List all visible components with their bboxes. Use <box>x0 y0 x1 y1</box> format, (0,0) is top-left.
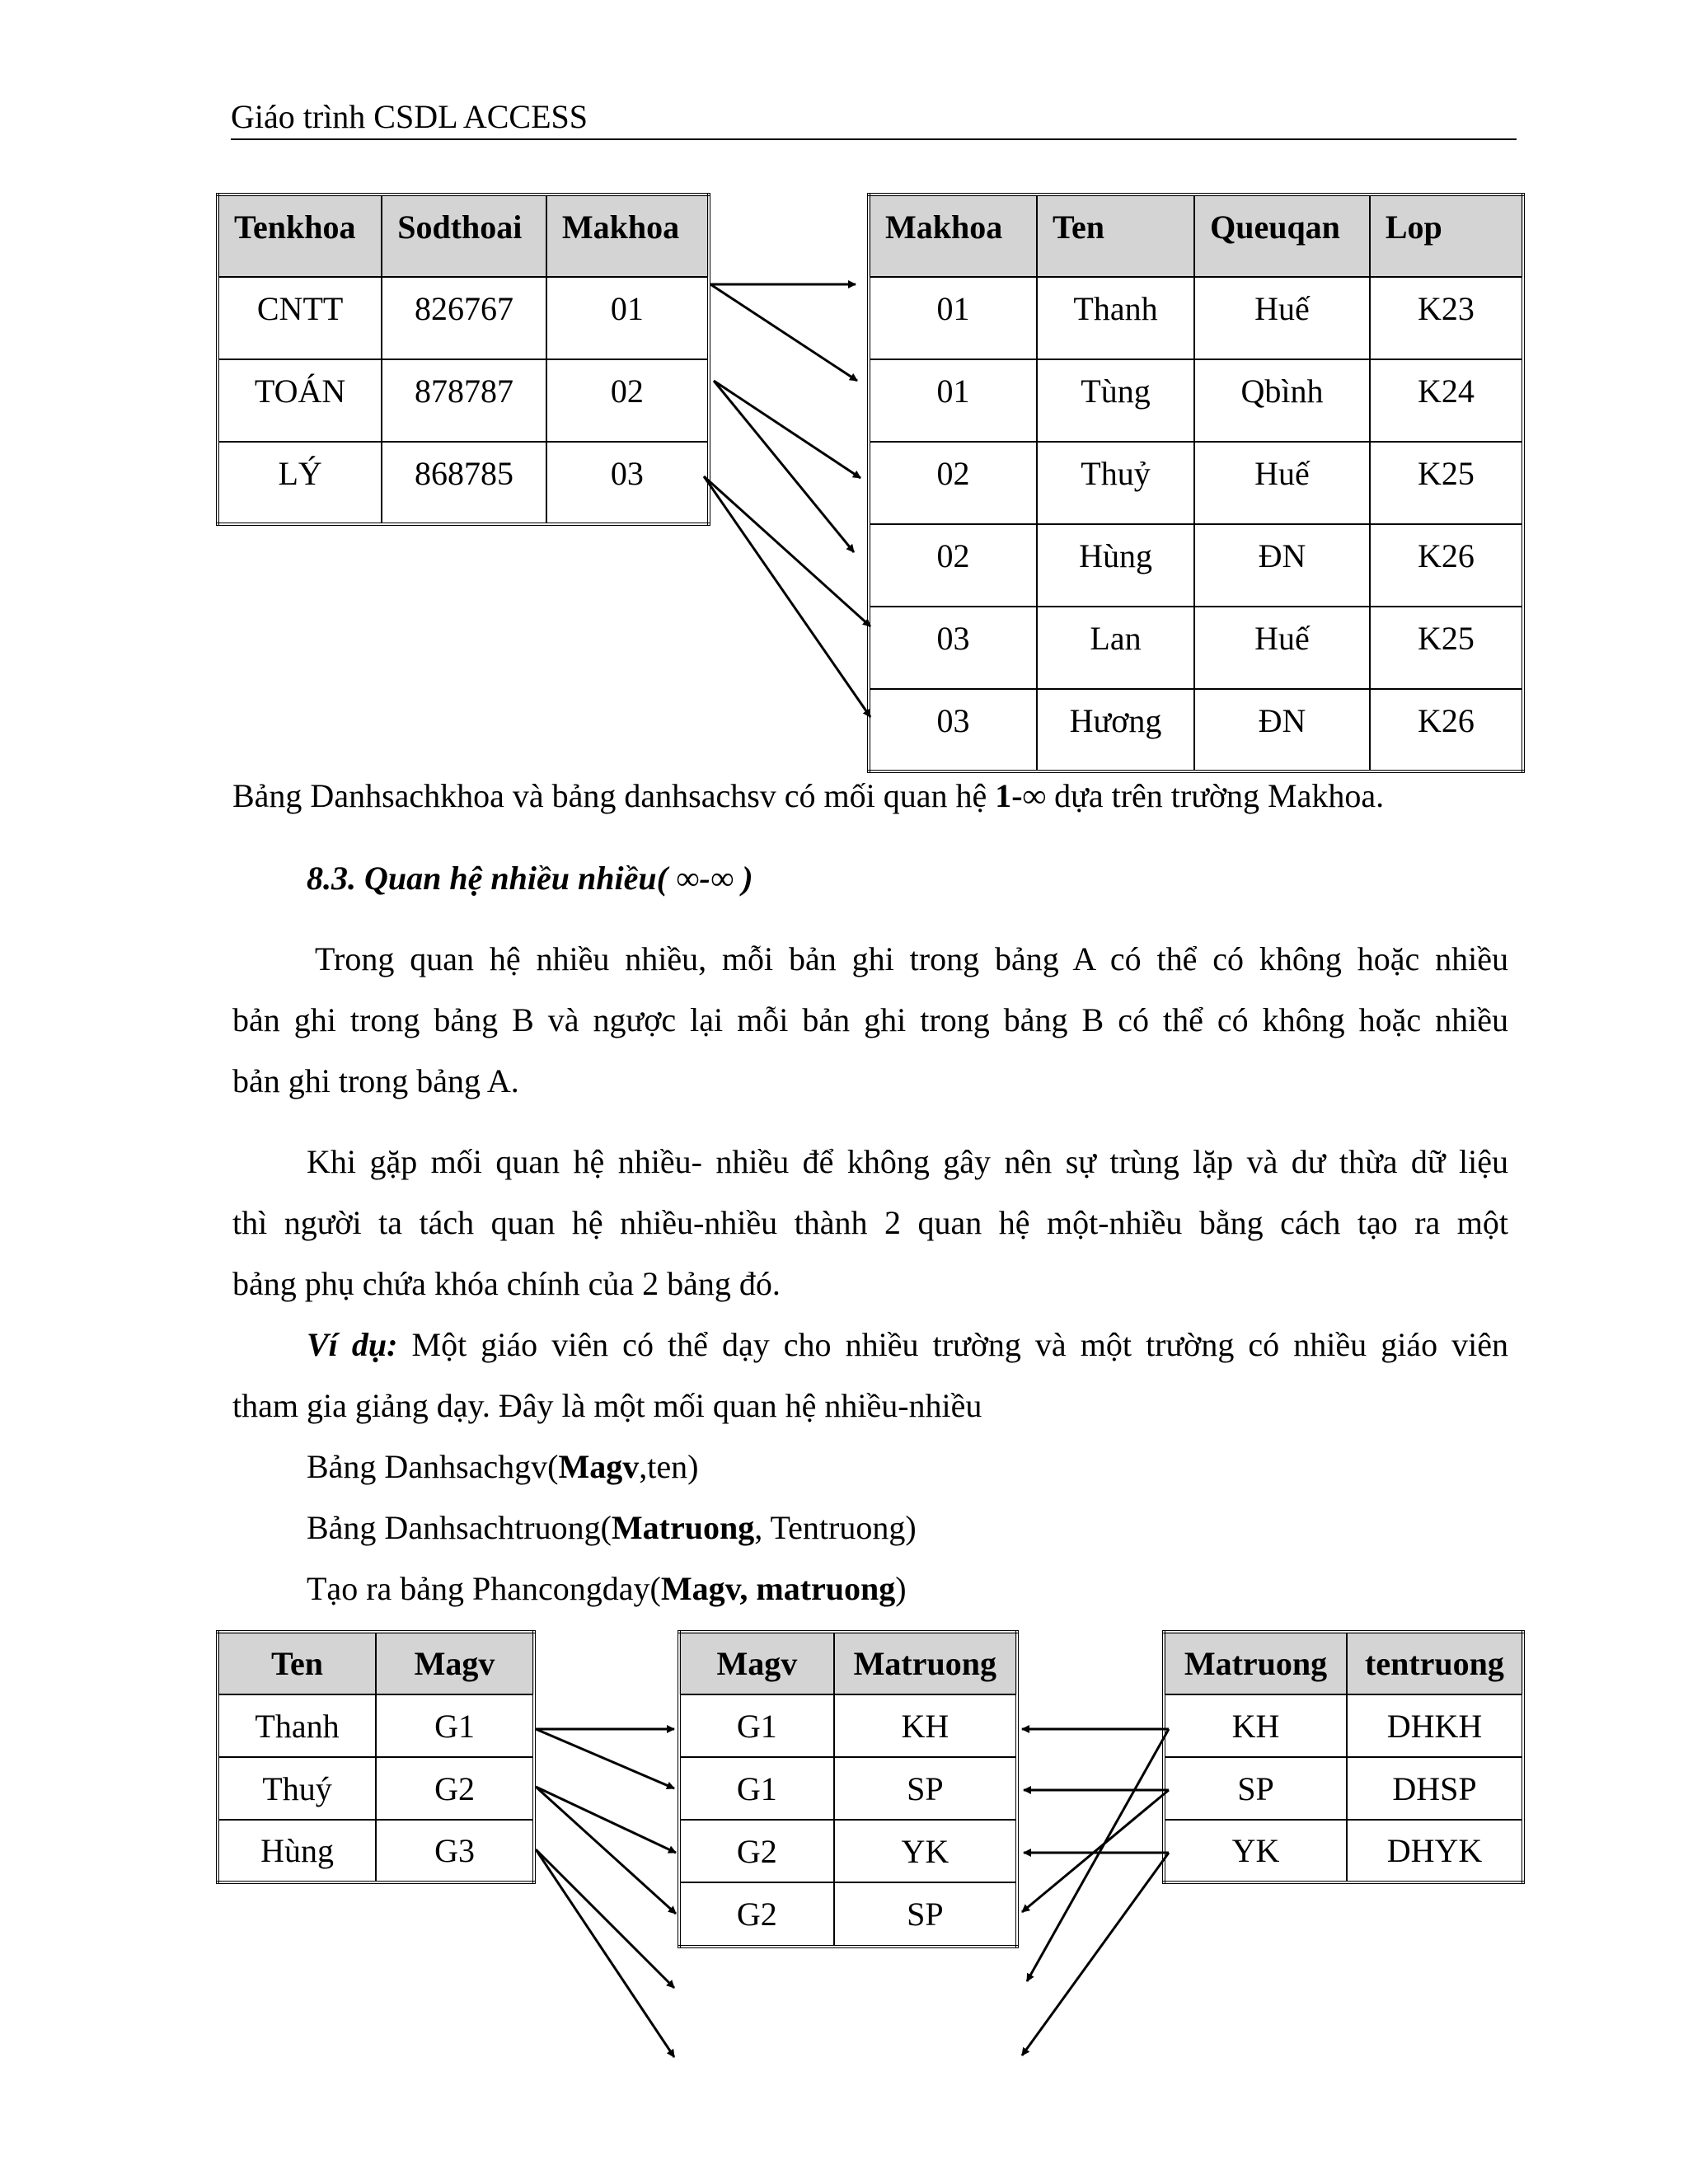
table-cell: YK <box>1164 1820 1347 1882</box>
table-cell: 02 <box>546 359 709 442</box>
paragraph-line: bản ghi trong bảng A. <box>232 1062 519 1099</box>
table-cell: YK <box>834 1820 1017 1882</box>
table-def-truong: Bảng Danhsachtruong(Matruong, Tentruong) <box>307 1509 917 1546</box>
table-cell: K26 <box>1370 524 1523 607</box>
column-header: Tenkhoa <box>218 194 382 277</box>
paragraph-line: bảng phụ chứa khóa chính của 2 bảng đó. <box>232 1265 781 1302</box>
table-cell: Hùng <box>1037 524 1194 607</box>
arrow <box>536 1849 674 2057</box>
column-header: Ten <box>218 1632 376 1694</box>
paragraph-line: thì người ta tách quan hệ nhiều-nhiều thành 2 quan hệ một-nhiều bằng cách tạo ra một <box>232 1204 1508 1241</box>
arrow <box>1022 1790 1169 1912</box>
table-cell: ĐN <box>1194 689 1370 771</box>
table-cell: Hương <box>1037 689 1194 771</box>
table-cell: G2 <box>679 1820 834 1882</box>
table-cell: G2 <box>376 1757 534 1820</box>
table-cell: K23 <box>1370 277 1523 359</box>
table-cell: 01 <box>869 277 1037 359</box>
paragraph-line: bản ghi trong bảng B và ngược lại mỗi bản ghi trong bảng B có thể có không hoặc nhiều <box>232 1001 1508 1038</box>
table-cell: 01 <box>546 277 709 359</box>
arrow <box>536 1787 676 1914</box>
arrow <box>704 476 870 717</box>
table-cell: 826767 <box>382 277 546 359</box>
table-cell: Tùng <box>1037 359 1194 442</box>
arrow <box>536 1849 674 1988</box>
column-header: Makhoa <box>546 194 709 277</box>
table-def-gv: Bảng Danhsachgv(Magv,ten) <box>307 1448 699 1485</box>
arrow <box>714 381 854 552</box>
arrow <box>536 1787 676 1853</box>
paragraph-line: Trong quan hệ nhiều nhiều, mỗi bản ghi trong bảng A có thể có không hoặc nhiều <box>315 940 1508 977</box>
table-cell: Thuỷ <box>1037 442 1194 524</box>
table-cell: 878787 <box>382 359 546 442</box>
section-heading: 8.3. Quan hệ nhiều nhiều( ∞-∞ ) <box>307 860 753 897</box>
table-cell: SP <box>834 1757 1017 1820</box>
table-cell: G2 <box>679 1882 834 1947</box>
page-header-title: Giáo trình CSDL ACCESS <box>231 98 588 135</box>
table-cell: G1 <box>679 1757 834 1820</box>
table-cell: TOÁN <box>218 359 382 442</box>
table-cell: Thuý <box>218 1757 376 1820</box>
example-line: Ví dụ: Một giáo viên có thể dạy cho nhiều trường và một trường có nhiều giáo viên <box>307 1326 1509 1363</box>
arrow <box>1022 1853 1169 2055</box>
table-cell: 03 <box>869 689 1037 771</box>
table-cell: G1 <box>376 1694 534 1757</box>
column-header: Matruong <box>834 1632 1017 1694</box>
table-cell: 03 <box>546 442 709 524</box>
table-cell: ĐN <box>1194 524 1370 607</box>
table-cell: 02 <box>869 442 1037 524</box>
table-cell: Huế <box>1194 277 1370 359</box>
table-cell: Thanh <box>1037 277 1194 359</box>
column-header: Queuqan <box>1194 194 1370 277</box>
column-header: Magv <box>376 1632 534 1694</box>
table-def-phancong: Tạo ra bảng Phancongday(Magv, matruong) <box>307 1570 907 1607</box>
table-cell: Huế <box>1194 442 1370 524</box>
table-cell: SP <box>834 1882 1017 1947</box>
table-cell: K24 <box>1370 359 1523 442</box>
arrow <box>714 381 860 478</box>
arrow <box>1027 1729 1169 1981</box>
table-cell: Lan <box>1037 607 1194 689</box>
paragraph-line: Khi gặp mối quan hệ nhiều- nhiều để không gây nên sự trùng lặp và dư thừa dữ liệu <box>307 1143 1508 1180</box>
table-cell: K25 <box>1370 607 1523 689</box>
table-cell: 868785 <box>382 442 546 524</box>
table-cell: 01 <box>869 359 1037 442</box>
table-cell: G3 <box>376 1820 534 1882</box>
table-cell: 02 <box>869 524 1037 607</box>
arrow <box>704 476 870 626</box>
arrow <box>710 284 857 381</box>
table-cell: DHYK <box>1347 1820 1523 1882</box>
table-cell: DHKH <box>1347 1694 1523 1757</box>
table-cell: 03 <box>869 607 1037 689</box>
table-cell: KH <box>1164 1694 1347 1757</box>
arrow <box>536 1729 674 1788</box>
table-cell: DHSP <box>1347 1757 1523 1820</box>
column-header: Makhoa <box>869 194 1037 277</box>
column-header: Ten <box>1037 194 1194 277</box>
table-cell: Hùng <box>218 1820 376 1882</box>
table-cell: KH <box>834 1694 1017 1757</box>
table-cell: LÝ <box>218 442 382 524</box>
relationship-caption: Bảng Danhsachkhoa và bảng danhsachsv có mối quan hệ 1-∞ dựa trên trường Makhoa. <box>232 777 1385 814</box>
table-cell: K25 <box>1370 442 1523 524</box>
table-cell: Thanh <box>218 1694 376 1757</box>
column-header: Magv <box>679 1632 834 1694</box>
column-header: tentruong <box>1347 1632 1523 1694</box>
table-cell: CNTT <box>218 277 382 359</box>
table-cell: Qbình <box>1194 359 1370 442</box>
column-header: Lop <box>1370 194 1523 277</box>
table-cell: G1 <box>679 1694 834 1757</box>
column-header: Sodthoai <box>382 194 546 277</box>
table-cell: K26 <box>1370 689 1523 771</box>
example-line: tham gia giảng dạy. Đây là một mối quan hệ nhiều-nhiều <box>232 1387 982 1424</box>
column-header: Matruong <box>1164 1632 1347 1694</box>
table-cell: SP <box>1164 1757 1347 1820</box>
table-cell: Huế <box>1194 607 1370 689</box>
